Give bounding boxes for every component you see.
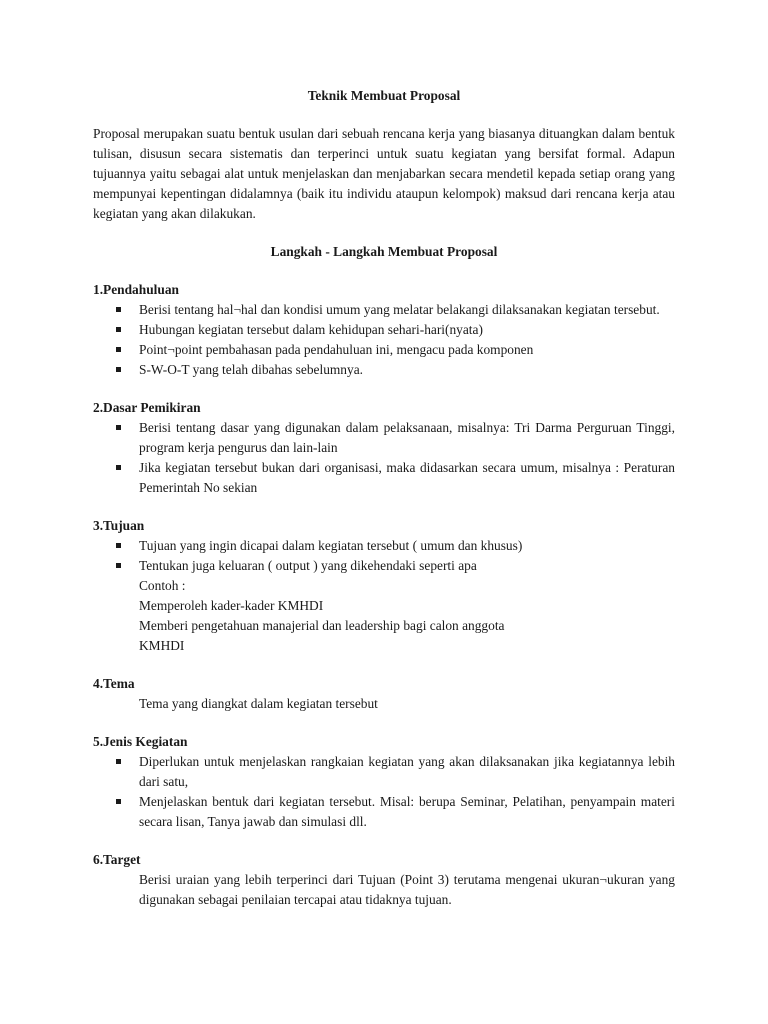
list-item [93, 418, 675, 458]
square-bullet-icon [116, 759, 121, 764]
bullet-list [93, 418, 675, 498]
square-bullet-icon [116, 799, 121, 804]
document-page [93, 86, 675, 910]
section-tema [93, 674, 675, 714]
document-title: Teknik Membuat Proposal [307, 88, 461, 103]
section-jenis-kegiatan [93, 732, 675, 832]
section-heading: 2.Dasar Pemikiran [93, 400, 201, 415]
list-item-text: Menjelaskan bentuk dari kegiatan tersebut. Misal: berupa Seminar, Pelatihan, penyampain materi secara lisan, Tanya jawab dan simulasi dll. [139, 794, 675, 829]
list-item-text: Hubungan kegiatan tersebut dalam kehidupan sehari-hari(nyata) [139, 322, 483, 337]
list-item-text: Berisi tentang hal¬hal dan kondisi umum yang melatar belakangi dilaksanakan kegiatan tersebut. [139, 302, 660, 317]
list-item [93, 300, 675, 320]
section-heading: 6.Target [93, 852, 141, 867]
steps-subtitle: Langkah - Langkah Membuat Proposal [270, 244, 498, 259]
example-label: Contoh : [139, 578, 186, 593]
section-dasar-pemikiran [93, 398, 675, 498]
example-line: Memberi pengetahuan manajerial dan leadership bagi calon anggota [139, 618, 505, 633]
example-line: Memperoleh kader-kader KMHDI [139, 598, 324, 613]
list-item [93, 320, 675, 340]
list-item [93, 458, 675, 498]
example-line: KMHDI [139, 638, 185, 653]
list-item-text: Jika kegiatan tersebut bukan dari organisasi, maka didasarkan secara umum, misalnya : Peraturan Pemerintah No sekian [139, 460, 675, 495]
list-item [93, 340, 675, 360]
section-pendahuluan [93, 280, 675, 380]
list-item [93, 536, 675, 556]
section-tujuan [93, 516, 675, 656]
list-item-text: Tentukan juga keluaran ( output ) yang dikehendaki seperti apa [139, 558, 477, 573]
bullet-list [93, 300, 675, 380]
bullet-list [93, 536, 675, 576]
section-heading: 1.Pendahuluan [93, 282, 179, 297]
square-bullet-icon [116, 563, 121, 568]
section-target [93, 850, 675, 910]
square-bullet-icon [116, 307, 121, 312]
intro-paragraph: Proposal merupakan suatu bentuk usulan dari sebuah rencana kerja yang biasanya dituangkan dalam bentuk tulisan, disusun secara sistematis dan terperinci untuk suatu kegiatan yang bersifat formal. Adapun tujuannya yaitu sebagai alat untuk menjelaskan dan menjabarkan secara mendetil kepada setiap orang yang mempunyai kepentingan didalamnya (baik itu individu ataupun kelompok) maksud dari rencana kerja atau kegiatan yang akan dilakukan. [93, 126, 675, 221]
square-bullet-icon [116, 425, 121, 430]
list-item [93, 752, 675, 792]
list-item [93, 556, 675, 576]
list-item-text: Point¬point pembahasan pada pendahuluan ini, mengacu pada komponen [139, 342, 534, 357]
section-heading: 4.Tema [93, 676, 135, 691]
square-bullet-icon [116, 347, 121, 352]
square-bullet-icon [116, 543, 121, 548]
list-item [93, 792, 675, 832]
list-item-text: S-W-O-T yang telah dibahas sebelumnya. [139, 362, 363, 377]
list-item-text: Berisi tentang dasar yang digunakan dalam pelaksanaan, misalnya: Tri Darma Perguruan Tinggi, program kerja pengurus dan lain-lain [139, 420, 675, 455]
list-item-text: Tujuan yang ingin dicapai dalam kegiatan tersebut ( umum dan khusus) [139, 538, 523, 553]
section-text: Berisi uraian yang lebih terperinci dari Tujuan (Point 3) terutama mengenai ukuran¬ukuran yang digunakan sebagai penilaian tercapai atau tidaknya tujuan. [139, 872, 675, 907]
bullet-list [93, 752, 675, 832]
square-bullet-icon [116, 367, 121, 372]
list-item-text: Diperlukan untuk menjelaskan rangkaian kegiatan yang akan dilaksanakan jika kegiatannya lebih dari satu, [139, 754, 675, 789]
list-item [93, 360, 675, 380]
section-text: Tema yang diangkat dalam kegiatan tersebut [139, 696, 378, 711]
section-heading: 3.Tujuan [93, 518, 145, 533]
square-bullet-icon [116, 327, 121, 332]
section-heading: 5.Jenis Kegiatan [93, 734, 188, 749]
square-bullet-icon [116, 465, 121, 470]
